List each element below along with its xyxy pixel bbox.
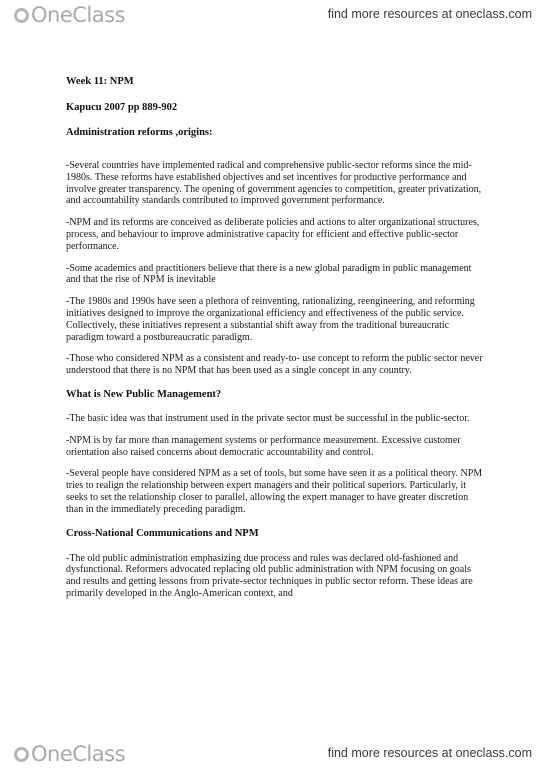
document-body <box>66 75 486 600</box>
section-heading-npm: What is New Public Management? <box>66 388 222 400</box>
paragraph: -Several people have considered NPM as a set of tools, but some have seen it as a political theory. NPM tries to realign the relationship between expert managers and their political superiors. Particularly, it seeks to set the relationship closer to parallel, allowing the expert manager to have greater discretion than in the immediately preceding paradigm. <box>66 468 483 515</box>
paragraph: -The basic idea was that instrument used in the private sector must be successful in the public-sector. <box>66 412 470 424</box>
logo-circle-icon <box>14 8 29 23</box>
paragraph: -Some academics and practitioners believe that there is a new global paradigm in public management and that the rise of NPM is inevitable <box>66 262 472 286</box>
paragraph: -Several countries have implemented radical and comprehensive public-sector reforms since the mid-1980s. These reforms have established objectives and set incentives for productive performance and involve greater transparency. The opening of government agencies to competition, greater privatization, and accountability standards contributed to improved government performance. <box>66 160 482 207</box>
logo-text: OneClass <box>31 2 126 27</box>
bottom-banner <box>0 738 544 770</box>
resources-link[interactable]: find more resources at oneclass.com <box>327 7 532 21</box>
paragraph: -Those who considered NPM as a consistent and ready-to- use concept to reform the public sector never understood that there is no NPM that has been used as a single concept in any country. <box>66 353 483 377</box>
section-heading-cross-national: Cross-National Communications and NPM <box>66 527 259 539</box>
oneclass-logo[interactable] <box>14 2 125 28</box>
oneclass-logo[interactable] <box>14 741 125 767</box>
logo-circle-icon <box>14 747 29 762</box>
paragraph: -The 1980s and 1990s have seen a plethora of reinventing, rationalizing, reengineering, and reforming initiatives designed to improve the organizational efficiency and effectiveness of the public service. Collectively, these initiatives represent a substantial shift away from the traditional bureaucratic paradigm toward a postbureaucratic paradigm. <box>66 296 475 343</box>
section-heading-origins: Administration reforms ,origins: <box>66 127 213 138</box>
paragraph: -NPM and its reforms are conceived as deliberate policies and actions to alter organizational structures, process, and behaviour to improve administrative capacity for efficient and effective public-sector performance. <box>66 217 480 252</box>
resources-link[interactable]: find more resources at oneclass.com <box>327 746 532 760</box>
logo-text: OneClass <box>31 741 126 766</box>
paragraph: -The old public administration emphasizing due process and rules was declared old-fashioned and dysfunctional. Reformers advocated replacing old public administration with NPM focusing on goals and results and getting lessons from private-sector techniques in public sector reform. These ideas are primarily developed in the Anglo-American context, and <box>66 552 473 599</box>
paragraph: -NPM is by far more than management systems or performance measurement. Excessive customer orientation also raised concerns about democratic accountability and control. <box>66 434 461 458</box>
top-banner <box>0 0 544 30</box>
reference: Kapucu 2007 pp 889-902 <box>66 102 178 113</box>
week-title: Week 11: NPM <box>66 76 134 87</box>
